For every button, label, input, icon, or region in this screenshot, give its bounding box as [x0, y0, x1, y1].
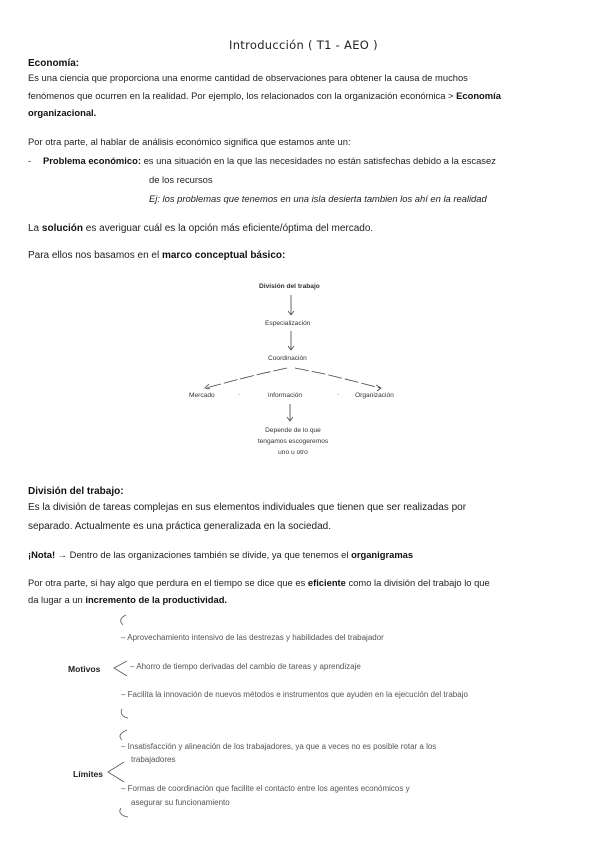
- note-line-1: Depende de lo que: [265, 427, 321, 434]
- dot-right: ·: [337, 391, 340, 398]
- nota-line: [28, 548, 413, 562]
- nota-text: Dentro de las organizaciones también se divide, ya que tenemos el: [69, 549, 352, 560]
- motivos-label: Motivos: [68, 664, 101, 674]
- eficiente-bold: eficiente: [307, 577, 346, 588]
- node-especializacion: Especialización: [265, 320, 311, 327]
- eficiente-line-1: [28, 576, 490, 590]
- problema-economico-def-2: de los recursos: [149, 174, 213, 185]
- eficiente-pre: Por otra parte, si hay algo que perdura en el tiempo se dice que es: [28, 577, 308, 588]
- limite-item-2: – Formas de coordinación que facilite el contacto entre los agentes económicos y: [121, 784, 410, 793]
- limites-label: Límites: [73, 769, 104, 779]
- motivo-item-3: – Facilita la innovación de nuevos métodos e instrumentos que ayuden en la ejecución del trabajo: [121, 690, 468, 699]
- limite-item-1: – Insatisfacción y alineación de los trabajadores, ya que a veces no es posible rotar a los: [121, 742, 437, 751]
- marco-bold: marco conceptual básico:: [161, 250, 286, 261]
- problema-economico-def: es una situación en la que las necesidades no están satisfechas debido a la escasez: [143, 155, 496, 166]
- solucion-bold: solución: [41, 223, 84, 234]
- node-mercado: Mercado: [189, 392, 215, 399]
- division-heading: División del trabajo:: [28, 486, 124, 497]
- limites-brace-mid: [108, 762, 124, 782]
- node-organizacion: Organización: [355, 392, 394, 399]
- eficiente-post: como la división del trabajo lo que: [345, 577, 490, 588]
- note-line-2: tengamos escogeremos: [257, 438, 329, 445]
- nota-organigramas: organigramas: [351, 549, 414, 560]
- limites-brace-top: [120, 730, 127, 740]
- branch-left-head: [205, 384, 210, 389]
- economia-heading: Economía:: [28, 58, 80, 69]
- nota-arrow: →: [55, 549, 70, 560]
- motivos-brace-top: [121, 615, 126, 625]
- analisis-intro: Por otra parte, al hablar de análisis económico significa que estamos ante un:: [28, 136, 351, 147]
- motivos-brace-mid: [114, 661, 127, 676]
- page-title: Introducción ( T1 - AEO ): [229, 38, 378, 52]
- economia-line-2-text: fenómenos que ocurren en la realidad. Por ejemplo, los relacionados con la organización económica >: [28, 90, 457, 101]
- note-line-3: uno u otro: [278, 449, 308, 456]
- limites-brace-bottom: [120, 808, 128, 817]
- motivos-brace-bottom: [121, 709, 128, 718]
- division-line-1: Es la división de tareas complejas en sus elementos individuales que tienen que ser realizadas por: [28, 502, 467, 513]
- branch-right: [295, 368, 380, 388]
- branch-left: [206, 368, 287, 388]
- node-coordinacion: Coordinación: [268, 355, 307, 362]
- marco-pre: Para ellos nos basamos en el: [28, 250, 162, 261]
- solucion-post: es averiguar cuál es la opción más eficiente/óptima del mercado.: [83, 223, 374, 234]
- economia-term-bold: Economía: [456, 90, 501, 101]
- eficiente-bold2: incremento de la productividad.: [85, 594, 228, 605]
- economia-line-1: Es una ciencia que proporciona una enorme cantidad de observaciones para obtener la causa de muchos: [28, 72, 468, 83]
- limite-item-1-cont: trabajadores: [131, 755, 176, 764]
- nota-bold: ¡Nota!: [28, 549, 56, 560]
- node-informacion: información: [268, 392, 303, 399]
- dot-left: ·: [238, 391, 241, 398]
- motivo-item-1: – Aprovechamiento intensivo de las destrezas y habilidades del trabajador: [121, 633, 384, 642]
- problema-economico-example: Ej: los problemas que tenemos en una isla desierta tambien los ahí en la realidad: [149, 193, 487, 204]
- division-line-2: separado. Actualmente es una práctica generalizada en la sociedad.: [28, 521, 331, 532]
- limite-item-2-cont: asegurar su funcionamiento: [131, 798, 230, 807]
- analisis-bullet: -: [28, 155, 32, 166]
- problema-economico-term: Problema económico:: [43, 155, 141, 166]
- node-division-trabajo: División del trabajo: [259, 283, 320, 290]
- solucion-pre: La: [28, 223, 42, 234]
- economia-organizacional-bold: organizacional.: [28, 107, 97, 118]
- motivo-item-2: – Ahorro de tiempo derivadas del cambio de tareas y aprendizaje: [130, 662, 361, 671]
- eficiente-pre2: da lugar a un: [28, 594, 86, 605]
- eficiente-line-2: [28, 593, 227, 607]
